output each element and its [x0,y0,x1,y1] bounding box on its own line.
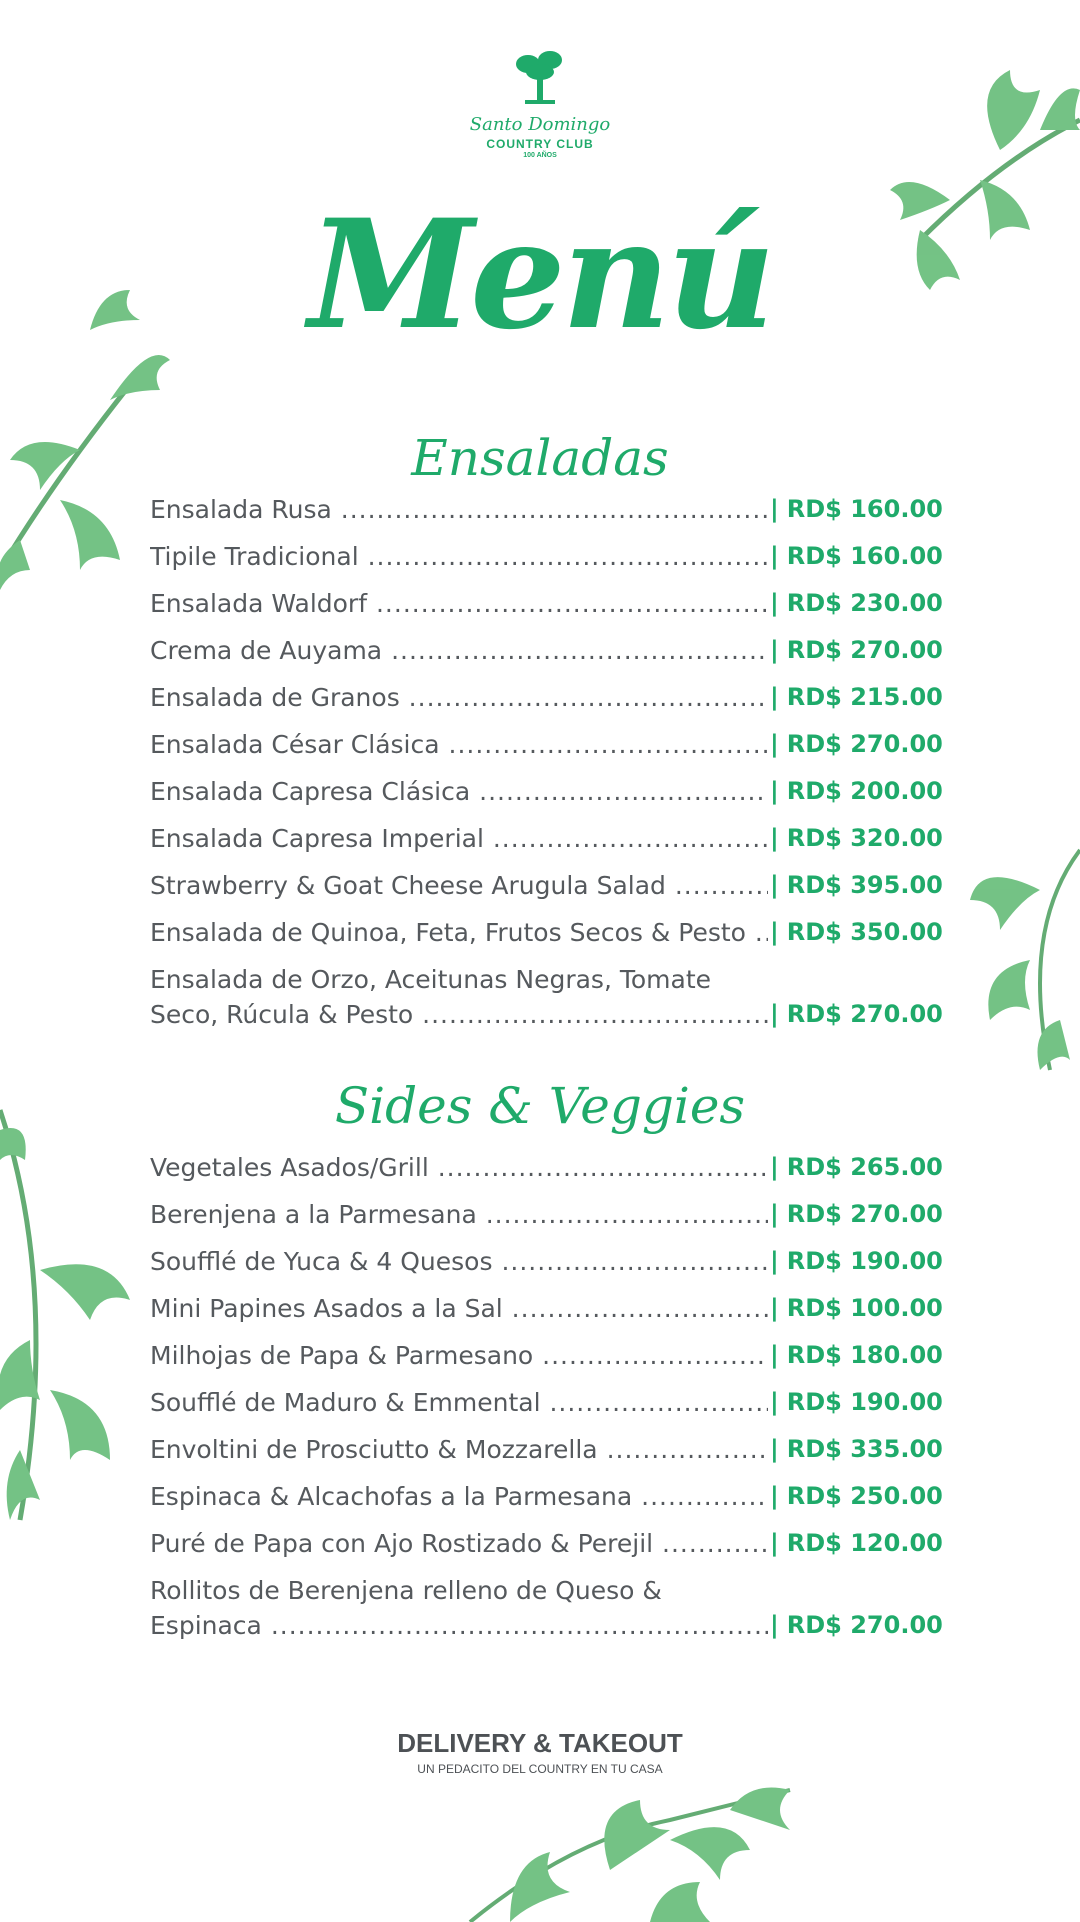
menu-item-price: RD$ 270.00 [786,636,943,664]
menu-item-name: Soufflé de Maduro & Emmental ..... [150,1385,768,1420]
menu-item: Rollitos de Berenjena relleno de Queso & Espinaca ..... | RD$ 270.00 [150,1573,930,1655]
menu-item: Vegetales Asados/Grill ..... | RD$ 265.00 [150,1150,930,1197]
menu-item-price: RD$ 395.00 [786,871,943,899]
menu-item-name-line2: Espinaca ..... [150,1608,768,1655]
menu-item-name: Ensalada Capresa Imperial ..... [150,821,768,856]
menu-item-price: RD$ 270.00 [786,730,943,758]
section-title-ensaladas: Ensaladas [411,429,669,487]
menu-item-name: Ensalada de Quinoa, Feta, Frutos Secos & Pesto ..... [150,915,768,950]
logo-club-text: COUNTRY CLUB [486,137,594,151]
menu-item-name: Mini Papines Asados a la Sal ..... [150,1291,768,1326]
menu-item-price: RD$ 200.00 [786,777,943,805]
menu-item-name: Ensalada César Clásica ..... [150,727,768,762]
menu-item-price: RD$ 270.00 [786,1200,943,1228]
menu-item-price: RD$ 120.00 [786,1529,943,1557]
menu-item-name: Tipile Tradicional ..... [150,539,768,574]
menu-item-name: Berenjena a la Parmesana ..... [150,1197,768,1232]
menu-item: Ensalada Capresa Clásica ..... | RD$ 200.00 [150,774,930,821]
menu-item: Soufflé de Yuca & 4 Quesos ..... | RD$ 190.00 [150,1244,930,1291]
menu-item-name: Puré de Papa con Ajo Rostizado & Perejil ..... [150,1526,768,1561]
footer-title: DELIVERY & TAKEOUT [397,1728,683,1758]
section-title-sides-veggies: Sides & Veggies [334,1077,746,1135]
menu-item: Envoltini de Prosciutto & Mozzarella ..... | RD$ 335.00 [150,1432,930,1479]
leaf-bottom-decoration [450,1780,810,1922]
menu-item-name: Vegetales Asados/Grill ..... [150,1150,768,1185]
menu-item-name: Ensalada Waldorf ..... [150,586,768,621]
menu-item-price: RD$ 230.00 [786,589,943,617]
menu-item: Berenjena a la Parmesana ..... | RD$ 270.00 [150,1197,930,1244]
club-logo [440,50,640,180]
menu-item: Soufflé de Maduro & Emmental ..... | RD$ 190.00 [150,1385,930,1432]
menu-item: Ensalada César Clásica ..... | RD$ 270.00 [150,727,930,774]
menu-item: Ensalada Rusa ..... | RD$ 160.00 [150,492,930,539]
menu-item: Ensalada de Quinoa, Feta, Frutos Secos & Pesto ..... | RD$ 350.00 [150,915,930,962]
menu-item-price: RD$ 270.00 [786,1000,943,1028]
menu-item: Ensalada de Orzo, Aceitunas Negras, Tomate Seco, Rúcula & Pesto ..... | RD$ 270.00 [150,962,930,1044]
menu-item: Puré de Papa con Ajo Rostizado & Perejil ..... | RD$ 120.00 [150,1526,930,1573]
ensaladas-list [150,492,943,1044]
menu-item-name: Strawberry & Goat Cheese Arugula Salad ..... [150,868,768,903]
menu-item-price: RD$ 320.00 [786,824,943,852]
menu-item: Milhojas de Papa & Parmesano ..... | RD$ 180.00 [150,1338,930,1385]
menu-item-price: RD$ 160.00 [786,495,943,523]
menu-item-name-line2: Seco, Rúcula & Pesto ..... [150,997,768,1044]
menu-item-price: RD$ 190.00 [786,1247,943,1275]
menu-item-price: RD$ 160.00 [786,542,943,570]
menu-item-name-line1: Rollitos de Berenjena relleno de Queso & [150,1576,662,1605]
logo-years-text: 100 AÑOS [523,152,557,159]
footer-subtitle: UN PEDACITO DEL COUNTRY EN TU CASA [417,1762,663,1776]
menu-item-price: RD$ 350.00 [786,918,943,946]
menu-item-price: RD$ 335.00 [786,1435,943,1463]
menu-item-name-line1: Ensalada de Orzo, Aceitunas Negras, Tomate [150,965,712,994]
menu-item: Ensalada Capresa Imperial ..... | RD$ 320.00 [150,821,930,868]
menu-item: Crema de Auyama ..... | RD$ 270.00 [150,633,930,680]
menu-item: Strawberry & Goat Cheese Arugula Salad ..... | RD$ 395.00 [150,868,930,915]
tree-icon [510,50,570,106]
menu-item-price: RD$ 180.00 [786,1341,943,1369]
menu-item: Tipile Tradicional ..... | RD$ 160.00 [150,539,930,586]
menu-item-name: Espinaca & Alcachofas a la Parmesana ..... [150,1479,768,1514]
menu-item: Espinaca & Alcachofas a la Parmesana ..... | RD$ 250.00 [150,1479,930,1526]
menu-item-name: Ensalada de Granos ..... [150,680,768,715]
logo-script-text: Santo Domingo [469,114,611,135]
leaf-left-lower-decoration [0,1090,140,1530]
leaf-right-middle-decoration [960,810,1080,1090]
menu-item-price: RD$ 250.00 [786,1482,943,1510]
menu-item-price: RD$ 215.00 [786,683,943,711]
menu-item-price: RD$ 190.00 [786,1388,943,1416]
menu-item-name: Soufflé de Yuca & 4 Quesos ..... [150,1244,768,1279]
menu-item: Ensalada Waldorf ..... | RD$ 230.00 [150,586,930,633]
menu-title: Menú [308,187,772,363]
menu-item-name: Crema de Auyama ..... [150,633,768,668]
menu-item-name: Ensalada Rusa ..... [150,492,768,527]
menu-item-price: RD$ 270.00 [786,1611,943,1639]
menu-item-name: Envoltini de Prosciutto & Mozzarella ..... [150,1432,768,1467]
menu-item-price: RD$ 100.00 [786,1294,943,1322]
menu-item-price: RD$ 265.00 [786,1153,943,1181]
menu-item-name: Milhojas de Papa & Parmesano ..... [150,1338,768,1373]
sides-list [150,1150,943,1655]
menu-item: Mini Papines Asados a la Sal ..... | RD$ 100.00 [150,1291,930,1338]
menu-item: Ensalada de Granos ..... | RD$ 215.00 [150,680,930,727]
menu-item-name: Ensalada Capresa Clásica ..... [150,774,768,809]
